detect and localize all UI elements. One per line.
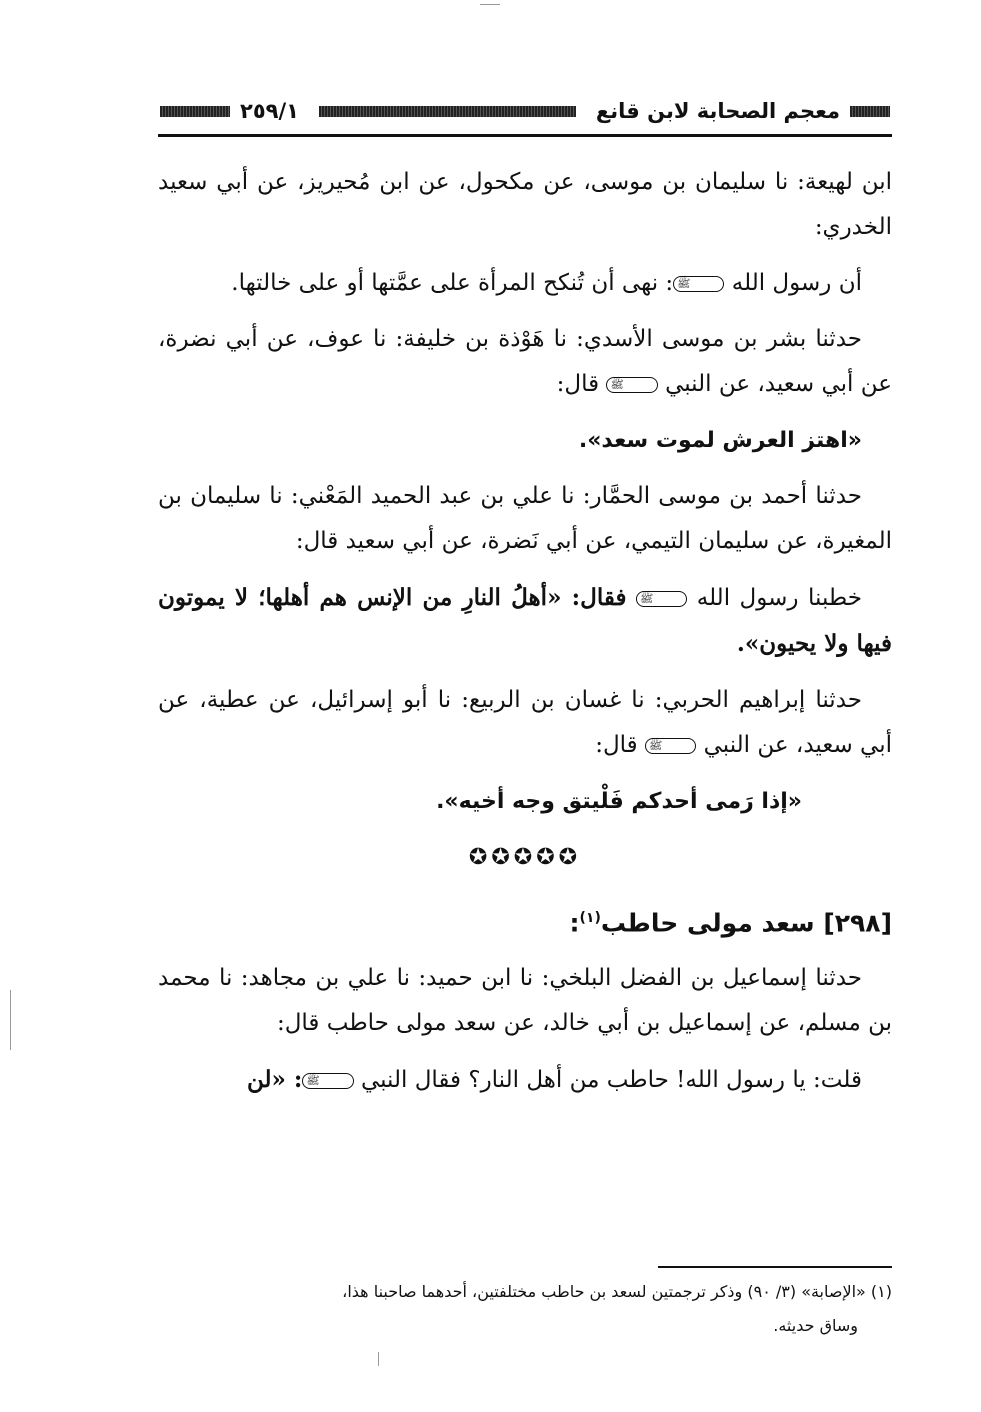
- paragraph-hadith-ahl-al-nar: [158, 575, 892, 667]
- header-ornament-left: [160, 106, 230, 117]
- salawat-icon: ﷺ: [606, 377, 657, 393]
- footnote-line-1: (١) «الإصابة» (٣/ ٩٠) وذكر ترجمتين لسعد بن حاطب مختلفتين، أحدهما صاحبنا هذا،: [342, 1282, 892, 1301]
- entry-heading-text: [٢٩٨] سعد مولى حاطب: [600, 908, 892, 938]
- paragraph-isnad-continuation: ابن لهيعة: نا سليمان بن موسى، عن مكحول، عن ابن مُحيريز، عن أبي سعيد الخدري:: [158, 169, 892, 240]
- page-number: ٢٥٩/١: [240, 99, 299, 123]
- salawat-icon: ﷺ: [636, 591, 687, 607]
- main-text: [158, 160, 892, 1114]
- paragraph-isnad-ibrahim: [158, 678, 892, 768]
- text-after: قال:: [595, 732, 638, 758]
- text-before: أن رسول الله: [731, 270, 862, 296]
- scan-mark-left: [10, 990, 11, 1050]
- footnote-ref: (١): [579, 910, 601, 926]
- text-before: حدثنا بشر بن موسى الأسدي: نا هَوْذة بن خليفة: نا عوف، عن أبي نضرة، عن أبي سعيد، عن النبي: [158, 326, 892, 397]
- entry-heading: [158, 896, 892, 945]
- footnote-line-2: وساق حديثه.: [773, 1316, 858, 1335]
- running-header: [160, 88, 890, 134]
- paragraph-hadith-hatib: [158, 1057, 892, 1103]
- header-rule: [158, 134, 892, 137]
- salawat-icon: ﷺ: [302, 1073, 353, 1089]
- salawat-icon: ﷺ: [673, 276, 724, 292]
- text-after: فقال: «أهلُ النارِ من الإنس هم أهلها؛ لا يموتون فيها ولا يحيون».: [158, 584, 892, 657]
- text-before: قلت: يا رسول الله! حاطب من أهل النار؟ فقال النبي: [360, 1067, 862, 1094]
- text-before: حدثنا إبراهيم الحربي: نا غسان بن الربيع: نا أبو إسرائيل، عن عطية، عن أبي سعيد، عن النبي: [158, 687, 892, 758]
- scan-mark-top: [480, 4, 500, 5]
- paragraph-isnad-ahmad: حدثنا أحمد بن موسى الحمَّار: نا علي بن عبد الحميد المَعْني: نا سليمان بن المغيرة، عن سليمان التيمي، عن أبي نَضرة، عن أبي سعيد قال:: [158, 483, 892, 554]
- entry-heading-tail: :: [569, 908, 580, 938]
- text-after: قال:: [556, 371, 600, 397]
- text-before: خطبنا رسول الله: [696, 585, 862, 611]
- paragraph-hadith-nikah: [158, 261, 892, 306]
- hadith-arsh: «اهتز العرش لموت سعد».: [578, 428, 862, 453]
- scan-mark-bottom: [378, 1352, 379, 1366]
- hadith-wajh: «إذا رَمى أحدكم فَلْيتق وجه أخيه».: [436, 789, 802, 814]
- footnote-rule: [658, 1266, 892, 1268]
- section-divider-stars: ✪✪✪✪✪: [468, 845, 582, 870]
- header-ornament-right: [850, 106, 890, 117]
- text-after: : نهى أن تُنكح المرأة على عمَّتها أو على خالتها.: [231, 270, 674, 296]
- paragraph-isnad-bishr: [158, 317, 892, 407]
- footnote: [158, 1275, 892, 1343]
- paragraph-isnad-ismail: حدثنا إسماعيل بن الفضل البلخي: نا ابن حميد: نا علي بن مجاهد: نا محمد بن مسلم، عن إسماعيل بن أبي خالد، عن سعد مولى حاطب قال:: [158, 965, 892, 1037]
- text-after: : «لن: [246, 1066, 303, 1094]
- header-ornament-middle: [319, 106, 576, 117]
- book-title: معجم الصحابة لابن قانع: [595, 99, 840, 123]
- salawat-icon: ﷺ: [645, 738, 696, 754]
